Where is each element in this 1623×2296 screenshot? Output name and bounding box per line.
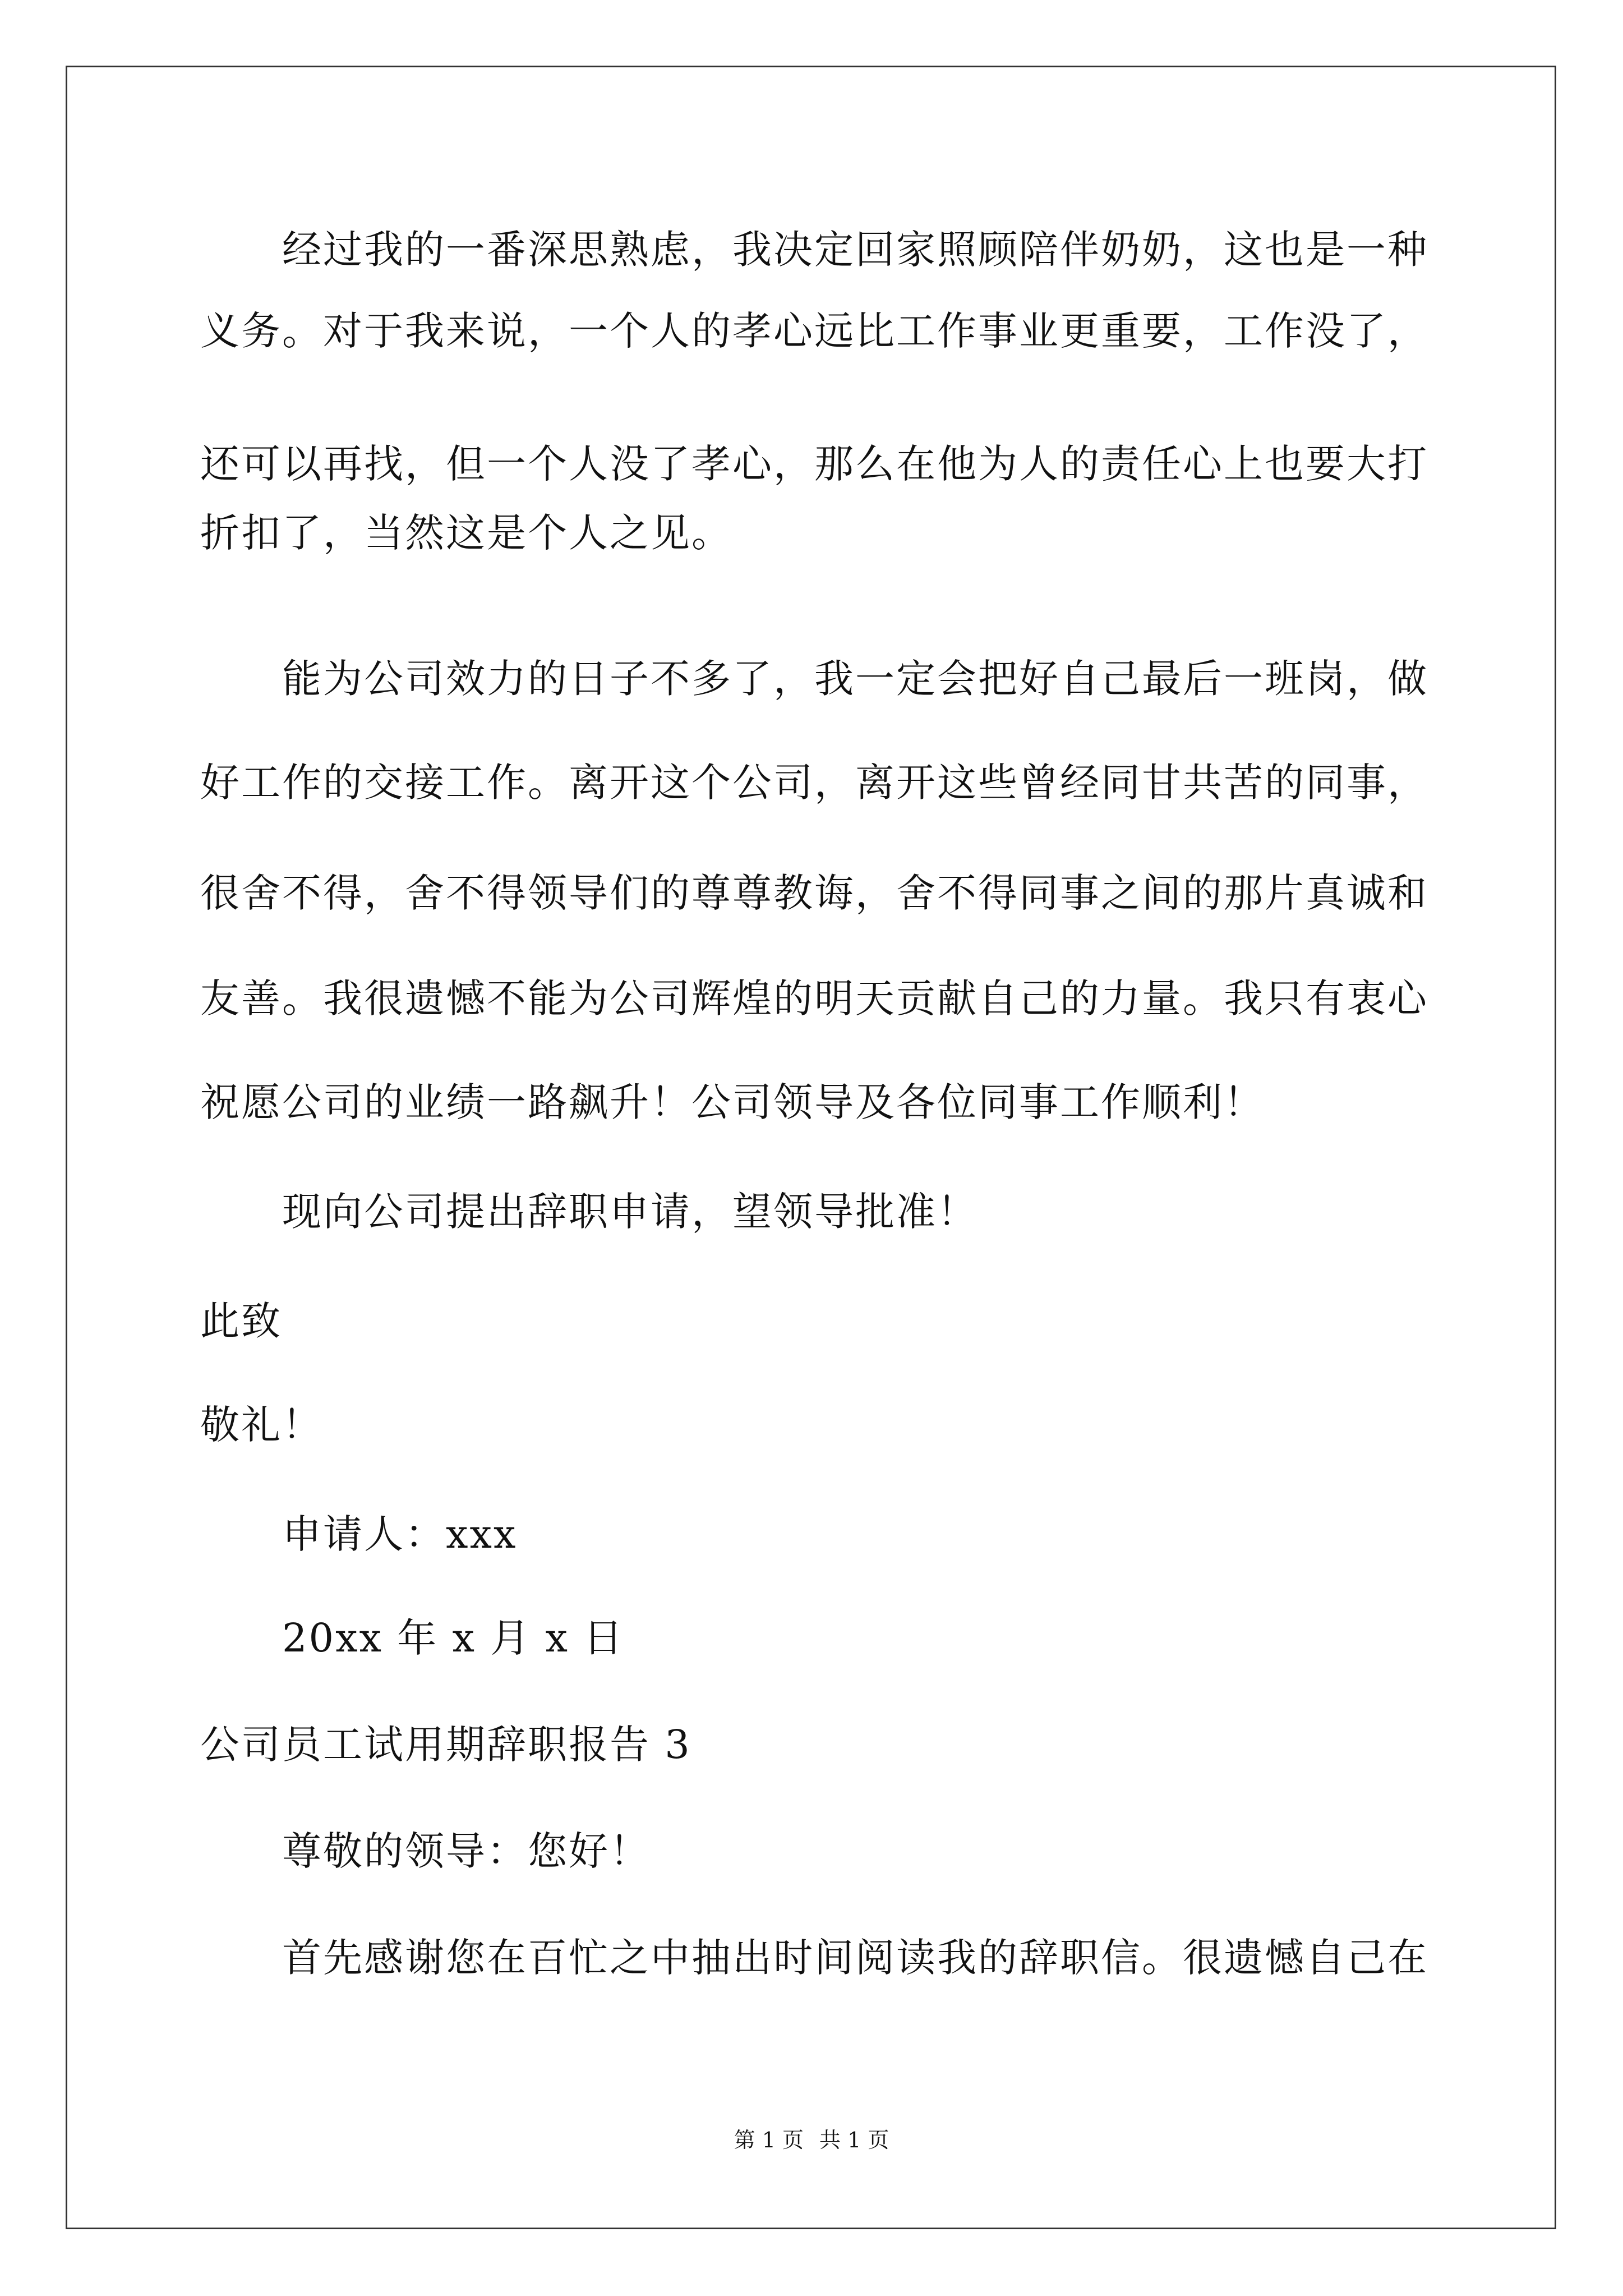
paragraph-line: 义务。对于我来说，一个人的孝心远比工作事业更重要，工作没了， bbox=[200, 308, 1428, 354]
page-total: 共 1 页 bbox=[819, 2128, 889, 2152]
paragraph-line: 首先感谢您在百忙之中抽出时间阅读我的辞职信。很遗憾自己在 bbox=[282, 1935, 1428, 1981]
paragraph-line: 经过我的一番深思熟虑，我决定回家照顾陪伴奶奶，这也是一种 bbox=[282, 227, 1428, 273]
paragraph-line: 还可以再找，但一个人没了孝心，那么在他为人的责任心上也要大打 bbox=[200, 441, 1428, 487]
page-border bbox=[66, 66, 1556, 2229]
paragraph-line: 祝愿公司的业绩一路飙升！公司领导及各位同事工作顺利！ bbox=[200, 1079, 1265, 1125]
page-footer bbox=[0, 2128, 1623, 2152]
paragraph-line: 友善。我很遗憾不能为公司辉煌的明天贡献自己的力量。我只有衷心 bbox=[200, 976, 1428, 1022]
closing-regards: 敬礼！ bbox=[200, 1402, 323, 1448]
paragraph-line: 很舍不得，舍不得领导们的尊尊教诲，舍不得同事之间的那片真诚和 bbox=[200, 870, 1428, 916]
paragraph-line: 好工作的交接工作。离开这个公司，离开这些曾经同甘共苦的同事， bbox=[200, 760, 1428, 806]
paragraph-line: 现向公司提出辞职申请，望领导批准！ bbox=[282, 1189, 978, 1235]
closing-salutation: 此致 bbox=[200, 1298, 282, 1344]
paragraph-line: 能为公司效力的日子不多了，我一定会把好自己最后一班岗，做 bbox=[282, 656, 1428, 702]
paragraph-line: 折扣了，当然这是个人之见。 bbox=[200, 510, 732, 556]
greeting-line: 尊敬的领导：您好！ bbox=[282, 1828, 651, 1874]
applicant-line: 申请人：xxx bbox=[282, 1511, 518, 1557]
page-number: 第 1 页 bbox=[734, 2128, 804, 2152]
date-line: 20xx 年 x 月 x 日 bbox=[282, 1615, 625, 1661]
section-title: 公司员工试用期辞职报告 3 bbox=[200, 1722, 691, 1768]
